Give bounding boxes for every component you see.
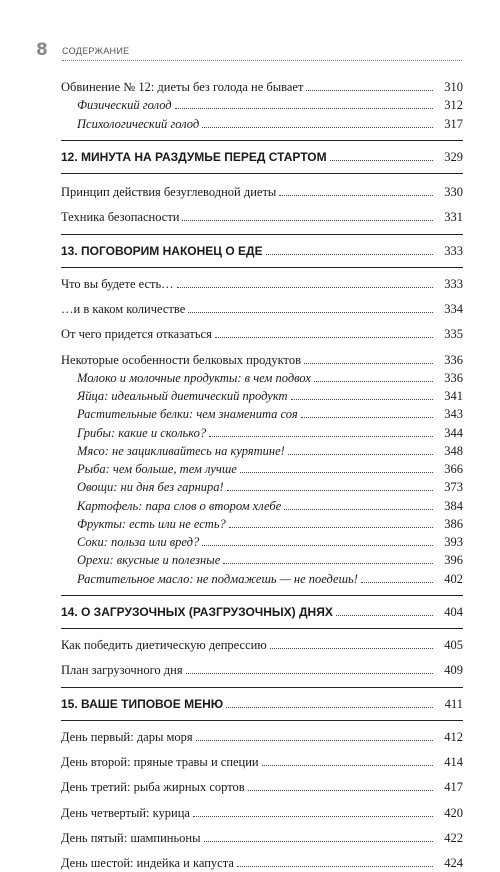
chapter-page: 404 [444, 604, 463, 619]
entry-page: 312 [444, 98, 463, 113]
chapter-title: 13. ПОГОВОРИМ НАКОНЕЦ О ЕДЕ [61, 243, 263, 258]
entry-page: 393 [444, 535, 463, 549]
dot-leader [193, 816, 433, 817]
entry-title: План загрузочного дня [61, 663, 183, 678]
entry-title: Обвинение № 12: диеты без голода не бывает [61, 80, 304, 94]
entry-title: Как победить диетическую депрессию [61, 638, 267, 652]
entry-title: Соки: польза или вред? [77, 535, 200, 549]
dot-leader [284, 509, 433, 510]
page-number: 8 [36, 40, 48, 60]
entry-title: День третий: рыба жирных сортов [61, 780, 245, 795]
toc-subentry [61, 551, 463, 569]
dot-leader [266, 254, 433, 255]
toc-entry [61, 208, 463, 226]
chapter-title: 14. О ЗАГРУЗОЧНЫХ (РАЗГРУЗОЧНЫХ) ДНЯХ [61, 604, 333, 619]
toc-entry [61, 778, 463, 796]
toc-subentry [61, 424, 463, 442]
toc-subentry [61, 460, 463, 478]
entry-page: 422 [444, 830, 463, 845]
entry-title: День первый: дары моря [61, 729, 193, 744]
entry-page: 341 [444, 389, 463, 403]
toc-subentry [61, 442, 463, 460]
entry-page: 424 [444, 856, 463, 870]
chapter-title: 15. ВАШЕ ТИПОВОЕ МЕНЮ [61, 696, 224, 711]
toc-subentry [61, 570, 463, 588]
dot-leader [336, 615, 433, 616]
entry-page: 396 [444, 553, 463, 568]
toc-subentry [61, 387, 463, 405]
entry-title: День четвертый: курица [61, 805, 190, 820]
toc-entry [61, 829, 463, 847]
toc-subentry [61, 515, 463, 533]
chapter-page: 411 [444, 696, 463, 711]
dot-leader [279, 195, 433, 196]
dot-leader [237, 866, 433, 867]
entry-title: День второй: пряные травы и специи [61, 755, 259, 769]
dot-leader [288, 454, 433, 455]
dot-leader [304, 363, 433, 364]
entry-page: 343 [444, 407, 463, 422]
toc-chapter [61, 148, 463, 166]
entry-title: Растительное масло: не подмажешь — не поедешь! [77, 571, 358, 586]
entry-title: Орехи: вкусные и полезные [77, 553, 221, 568]
entry-page: 333 [444, 276, 463, 291]
dot-leader [202, 545, 433, 546]
entry-title: День пятый: шампиньоны [61, 830, 201, 845]
dot-leader [227, 490, 433, 491]
toc-entry [61, 636, 463, 654]
entry-title: Некоторые особенности белковых продуктов [61, 352, 301, 367]
toc-entry [61, 78, 463, 96]
entry-title: Яйца: идеальный диетический продукт [77, 389, 288, 403]
entry-title: Растительные белки: чем знаменита соя [77, 407, 298, 422]
entry-page: 344 [444, 425, 463, 440]
dot-leader [301, 417, 433, 418]
dot-leader [204, 841, 433, 842]
toc-entry [61, 854, 463, 872]
toc-subentry [61, 115, 463, 133]
toc-entry [61, 325, 463, 343]
dot-leader [291, 399, 433, 400]
entry-page: 405 [444, 638, 463, 652]
chapter-page: 333 [444, 243, 463, 258]
chapter-page: 329 [444, 149, 463, 164]
toc-chapter [61, 242, 463, 260]
dot-leader [314, 381, 433, 382]
toc-entry [61, 183, 463, 201]
toc-entry [61, 351, 463, 369]
entry-page: 317 [444, 116, 463, 131]
running-header [36, 40, 462, 62]
toc-entry [61, 753, 463, 771]
entry-title: Овощи: ни дня без гарнира! [77, 480, 224, 495]
toc-chapter [61, 695, 463, 713]
entry-page: 336 [444, 352, 463, 367]
entry-page: 386 [444, 516, 463, 531]
dot-leader [175, 108, 433, 109]
dot-leader [226, 707, 433, 708]
table-of-contents [61, 78, 463, 872]
dot-leader [262, 765, 433, 766]
dot-leader [248, 790, 433, 791]
entry-page: 412 [444, 729, 463, 744]
entry-page: 414 [444, 755, 463, 769]
entry-page: 409 [444, 663, 463, 678]
entry-title: Что вы будете есть… [61, 276, 174, 291]
entry-title: …и в каком количестве [61, 302, 186, 316]
toc-entry [61, 661, 463, 679]
entry-title: Рыба: чем больше, тем лучше [77, 462, 237, 476]
entry-page: 348 [444, 443, 463, 458]
dot-leader [215, 337, 433, 338]
toc-subentry [61, 533, 463, 551]
entry-page: 417 [444, 780, 463, 795]
entry-page: 310 [444, 80, 463, 94]
dot-leader [229, 527, 433, 528]
toc-subentry [61, 369, 463, 387]
dot-leader [240, 472, 433, 473]
toc-subentry [61, 96, 463, 114]
entry-page: 330 [444, 185, 463, 199]
toc-subentry [61, 478, 463, 496]
dot-leader [186, 673, 433, 674]
dot-leader [223, 563, 433, 564]
dot-leader [182, 220, 433, 221]
dot-leader [188, 312, 433, 313]
entry-title: Физический голод [77, 98, 172, 113]
toc-entry [61, 804, 463, 822]
toc-subentry [61, 405, 463, 423]
entry-title: Грибы: какие и сколько? [77, 425, 207, 440]
entry-page: 402 [444, 571, 463, 586]
entry-page: 331 [444, 210, 463, 225]
dot-leader [306, 90, 433, 91]
entry-title: Принцип действия безуглеводной диеты [61, 185, 277, 199]
entry-title: Молоко и молочные продукты: в чем подвох [77, 370, 311, 385]
toc-entry [61, 300, 463, 318]
header-rule [62, 60, 462, 61]
entry-page: 384 [444, 498, 463, 513]
toc-entry [61, 275, 463, 293]
entry-page: 366 [444, 462, 463, 476]
entry-title: Мясо: не зацикливайтесь на курятине! [77, 443, 285, 458]
dot-leader [209, 436, 433, 437]
entry-page: 334 [444, 302, 463, 316]
chapter-title: 12. МИНУТА НА РАЗДУМЬЕ ПЕРЕД СТАРТОМ [61, 149, 327, 164]
entry-title: Фрукты: есть или не есть? [77, 516, 226, 531]
entry-title: Психологический голод [77, 116, 200, 131]
entry-page: 373 [444, 480, 463, 495]
dot-leader [202, 127, 433, 128]
entry-title: Техника безопасности [61, 210, 180, 225]
dot-leader [330, 160, 433, 161]
dot-leader [196, 740, 433, 741]
entry-page: 336 [444, 370, 463, 385]
entry-title: День шестой: индейка и капуста [61, 856, 234, 870]
entry-title: От чего придется отказаться [61, 327, 212, 342]
toc-subentry [61, 497, 463, 515]
toc-chapter [61, 603, 463, 621]
running-head-title: СОДЕРЖАНИЕ [62, 46, 130, 56]
dot-leader [270, 648, 433, 649]
dot-leader [361, 582, 433, 583]
entry-title: Картофель: пара слов о втором хлебе [77, 498, 282, 513]
entry-page: 335 [444, 327, 463, 342]
entry-page: 420 [444, 805, 463, 820]
dot-leader [177, 287, 433, 288]
toc-entry [61, 728, 463, 746]
